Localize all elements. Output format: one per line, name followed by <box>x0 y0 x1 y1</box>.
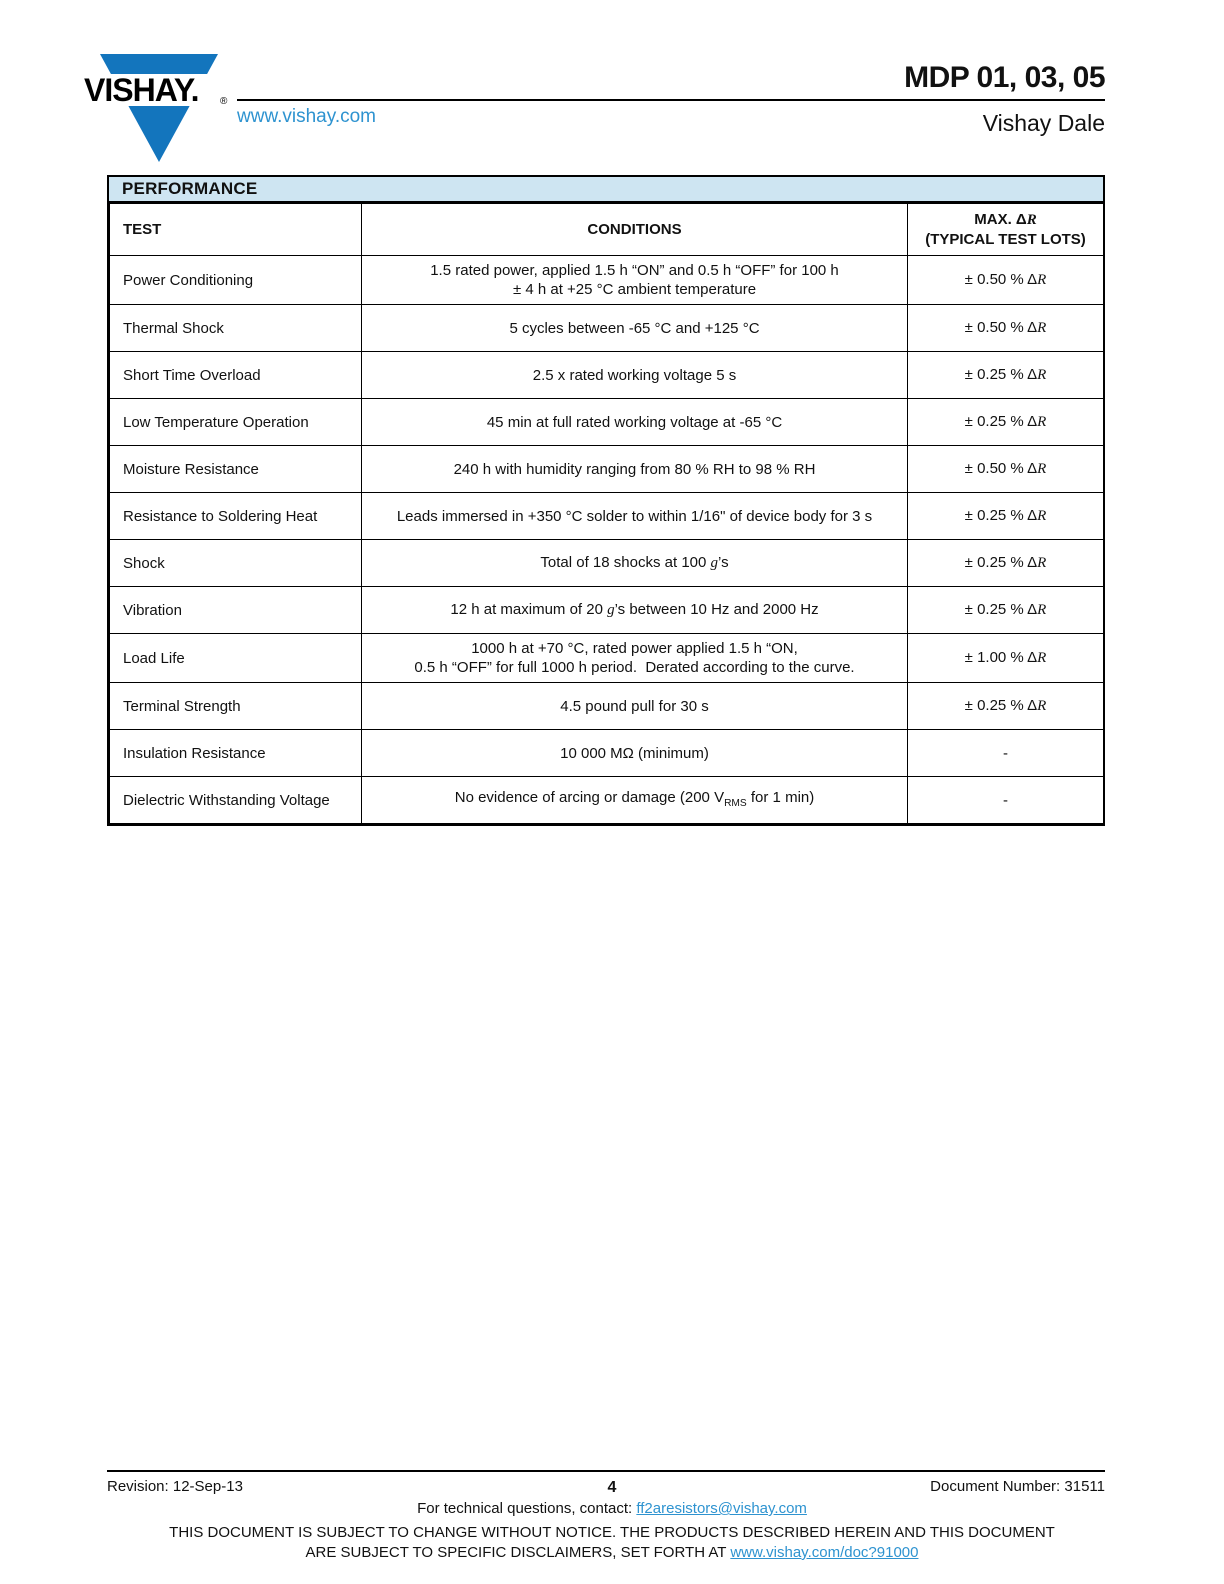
table-row <box>110 730 1104 777</box>
conditions-cell: No evidence of arcing or damage (200 $V_{RMS}$ for 1 min) <box>362 777 908 824</box>
revision-label: Revision: 12-Sep-13 <box>107 1478 243 1495</box>
performance-section <box>107 175 1105 826</box>
product-title: MDP 01, 03, 05 <box>904 61 1105 94</box>
vishay-logo <box>84 52 249 170</box>
test-cell: Shock <box>110 540 362 587</box>
table-row <box>110 352 1104 399</box>
conditions-cell: 2.5 x rated working voltage 5 s <box>362 352 908 399</box>
max-delta-r-cell: ± 0.25 % ΔR <box>908 399 1104 446</box>
footer-contact-line <box>0 1500 1224 1517</box>
contact-text: For technical questions, contact: <box>417 1500 637 1517</box>
conditions-cell: 12 h at maximum of 20 g’s between 10 Hz and 2000 Hz <box>362 587 908 634</box>
performance-table-body <box>110 256 1104 824</box>
test-cell: Dielectric Withstanding Voltage <box>110 777 362 824</box>
table-row <box>110 777 1104 824</box>
conditions-cell: Leads immersed in +350 °C solder to within 1/16" of device body for 3 s <box>362 493 908 540</box>
disclaimer-line-2 <box>0 1544 1224 1561</box>
section-header-bar <box>109 177 1103 203</box>
conditions-cell: 1000 h at +70 °C, rated power applied 1.5 h “ON, 0.5 h “OFF” for full 1000 h period. Derated according to the curve. <box>362 634 908 683</box>
conditions-cell: 45 min at full rated working voltage at -65 °C <box>362 399 908 446</box>
performance-table <box>109 203 1104 824</box>
vishay-triangle-icon <box>100 54 218 162</box>
max-delta-r-cell: ± 0.25 % ΔR <box>908 540 1104 587</box>
test-cell: Moisture Resistance <box>110 446 362 493</box>
conditions-cell: 1.5 rated power, applied 1.5 h “ON” and 0.5 h “OFF” for 100 h ± 4 h at +25 °C ambient temperature <box>362 256 908 305</box>
table-row <box>110 305 1104 352</box>
test-cell: Thermal Shock <box>110 305 362 352</box>
table-row <box>110 493 1104 540</box>
max-delta-r-cell: ± 0.50 % ΔR <box>908 446 1104 493</box>
disclaimer-line-1: THIS DOCUMENT IS SUBJECT TO CHANGE WITHOUT NOTICE. THE PRODUCTS DESCRIBED HEREIN AND THIS DOCUMENT <box>169 1524 1055 1541</box>
footer-divider <box>107 1470 1105 1472</box>
registered-trademark-icon: ® <box>220 96 228 107</box>
test-cell: Resistance to Soldering Heat <box>110 493 362 540</box>
document-number-label: Document Number: 31511 <box>930 1478 1105 1495</box>
table-row <box>110 446 1104 493</box>
test-cell: Short Time Overload <box>110 352 362 399</box>
max-delta-r-cell: ± 0.50 % ΔR <box>908 256 1104 305</box>
table-row <box>110 256 1104 305</box>
table-row <box>110 399 1104 446</box>
website-link[interactable]: www.vishay.com <box>237 106 377 127</box>
table-row <box>110 540 1104 587</box>
max-delta-r-cell: ± 1.00 % ΔR <box>908 634 1104 683</box>
max-delta-r-cell: ± 0.25 % ΔR <box>908 493 1104 540</box>
conditions-cell: 240 h with humidity ranging from 80 % RH to 98 % RH <box>362 446 908 493</box>
column-header-max-delta-r: MAX. ΔR (TYPICAL TEST LOTS) <box>908 204 1104 256</box>
disclaimer-text: ARE SUBJECT TO SPECIFIC DISCLAIMERS, SET FORTH AT <box>305 1544 731 1561</box>
max-delta-r-cell: ± 0.25 % ΔR <box>908 587 1104 634</box>
max-delta-r-cell: ± 0.50 % ΔR <box>908 305 1104 352</box>
conditions-cell: 10 000 MΩ (minimum) <box>362 730 908 777</box>
disclaimer-doc-link[interactable]: www.vishay.com/doc?91000 <box>730 1544 919 1561</box>
max-delta-r-cell: - <box>908 730 1104 777</box>
max-delta-r-cell: - <box>908 777 1104 824</box>
header-divider <box>237 99 1105 101</box>
table-row <box>110 683 1104 730</box>
test-cell: Insulation Resistance <box>110 730 362 777</box>
table-header-row <box>110 204 1104 256</box>
test-cell: Terminal Strength <box>110 683 362 730</box>
test-cell: Power Conditioning <box>110 256 362 305</box>
test-cell: Vibration <box>110 587 362 634</box>
max-delta-r-cell: ± 0.25 % ΔR <box>908 683 1104 730</box>
table-row <box>110 634 1104 683</box>
contact-email-link[interactable]: ff2aresistors@vishay.com <box>636 1500 807 1517</box>
test-cell: Low Temperature Operation <box>110 399 362 446</box>
conditions-cell: 5 cycles between -65 °C and +125 °C <box>362 305 908 352</box>
logo-wordmark: VISHAY. <box>84 72 199 108</box>
column-header-conditions: CONDITIONS <box>362 204 908 256</box>
section-title: PERFORMANCE <box>122 179 258 198</box>
conditions-cell: 4.5 pound pull for 30 s <box>362 683 908 730</box>
page-number: 4 <box>607 1479 617 1496</box>
column-header-test: TEST <box>110 204 362 256</box>
conditions-cell: Total of 18 shocks at 100 g’s <box>362 540 908 587</box>
division-name: Vishay Dale <box>982 110 1105 136</box>
table-row <box>110 587 1104 634</box>
max-delta-r-cell: ± 0.25 % ΔR <box>908 352 1104 399</box>
test-cell: Load Life <box>110 634 362 683</box>
